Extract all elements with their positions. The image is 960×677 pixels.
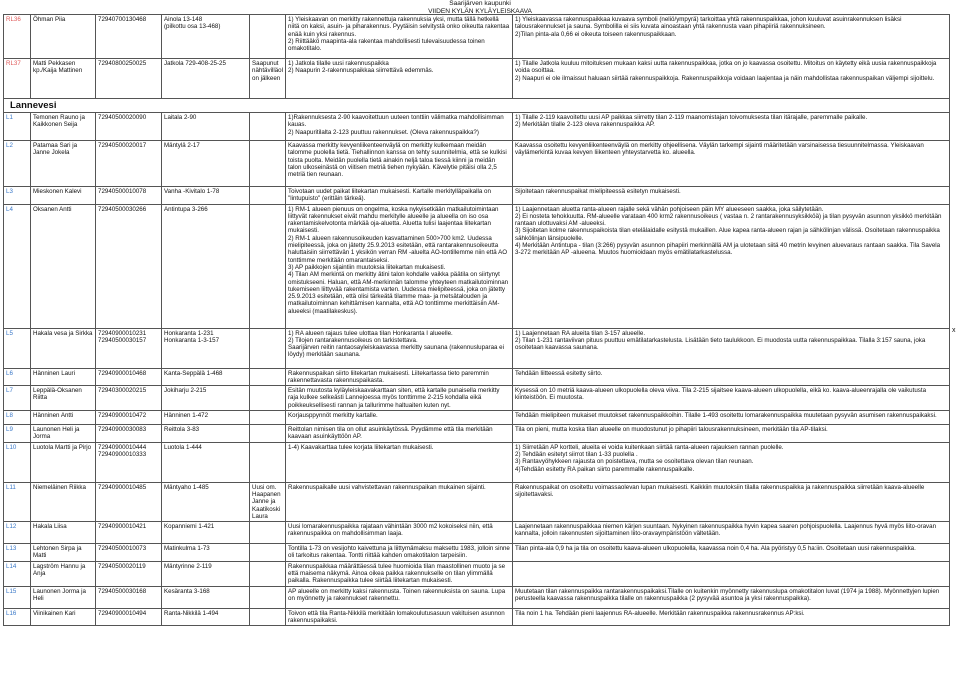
table-row — [4, 411, 950, 425]
row-id: RL36 — [4, 15, 31, 59]
row-id: L3 — [4, 187, 31, 205]
table-row — [4, 442, 950, 482]
applicant-name: Niemeläinen Riikka — [31, 482, 96, 521]
property-code: 72940500020017 — [96, 141, 162, 187]
applicant-name: Mieskonen Kalevi — [31, 187, 96, 205]
property-name: Mäntylä 2-17 — [162, 141, 250, 187]
property-name: Ainola 13-148 (pilkottu osa 13-468) — [162, 15, 250, 59]
note — [250, 544, 286, 562]
property-name: Hänninen 1-472 — [162, 411, 250, 425]
note — [250, 411, 286, 425]
table-row — [4, 482, 950, 521]
request-text: Korjausppynnöt merkitty kartalle. — [286, 411, 513, 425]
row-id: L2 — [4, 141, 31, 187]
applicant-name: Hakala vesa ja Sirkka — [31, 328, 96, 368]
property-code: 72940500030168 — [96, 586, 162, 608]
property-name: Kanta-Seppälä 1-468 — [162, 368, 250, 386]
property-code: 72940800250025 — [96, 59, 162, 99]
applicant-name: Öhman Piia — [31, 15, 96, 59]
row-id: L5 — [4, 328, 31, 368]
row-id: L11 — [4, 482, 31, 521]
request-text: 1) Yleiskaavan on merkitty rakennettuja rakennuksia yksi, mutta tällä hetkellä niitä on kaksi, asuin- ja piharakennus. Pyytäisin selvitystä onko oikeutta rakentaa enää kuin yksi rakennus. 2) Riittääkö maapinta-ala rakentaa mahdollisesti tulevaisuudessa toinen omakotitalo. — [286, 15, 513, 59]
margin-mark: x — [952, 327, 956, 334]
table-row — [4, 586, 950, 608]
applicant-name: Hakala Liisa — [31, 522, 96, 544]
property-code: 72940900010444 72940900010333 — [96, 442, 162, 482]
note — [250, 113, 286, 141]
request-text: Esitän muutosta kyläyleiskaavakarttaan siten, että kartalle punaisella merkitty raja kulkee selkeästi Lannejoessa myös tonttimme 2-215 kohdalla eikä poikkeuksellisesti rannan ja tallurimme haltuaiten kuten nyt. — [286, 386, 513, 411]
row-id: RL37 — [4, 59, 31, 99]
table-row — [4, 59, 950, 99]
property-name: Luotola 1-444 — [162, 442, 250, 482]
applicant-name: Lehtonen Sirpa ja Matti — [31, 544, 96, 562]
request-text: 1) RM-1 alueen pienuus on ongelma, koska nykyisetkään matkailutoimintaan liittyvät rakennukset eivät mahdu merkitylle alueelle ja alueella on iso osa rakentamiskelvotonta märkää oja-aluetta. Aluetta tulisi laajentaa liitekartan mukaisesti. 2) RM-1 alueen rakennusoikeuden kasvattaminen 500>700 km2. Uudessa mielipiteessä, joka on jätetty 25.9.2013 esitetään, että rantarakennusoikeutta haluttaisiin siirrettävän 1 yksikön verran RM -aluelta AO-tontillemme niin että AO tonttimme merkitään omarantaiseksi. 3) AP paikkojen sijaintiin muutoksia liitekartan mukaisesti. 4) Tilan AM merkintä on merkitty ätini talon kohdalle vaikka päätila on siirtynyt omistukseeni. Haluan, että AM-merkinnän talomme yhteyteen matkailutoiminnan tukemiseen liittyvää rakentamista varten. Uudessa mielipiteessä, joka on jätetty 25.9.2013 esitetään, että olisi tärkeätä tilamme maa- ja metsätalouden ja matkailutoiminnan kehittämisen kannalta, että AO tonttimme merkittäisiin AM- alueeksi (maatilakeskus). — [286, 204, 513, 328]
answer-text: 1) Yleiskaavassa rakennuspaikkaa kuvaava symboli (neliö/ympyrä) tarkoittaa yhtä rakennuspaikkaa, johon kuuluvat asuinrakennuksen lisäksi talousrakennukset ja sauna. Symbolilla ei siis kuvata ainoastaan yhtä rakennusta vaan pihapiiriä rakennuksineen. 2)Tilan pinta-ala 0,66 ei oikeuta toiseen rakennuspaikkaan. — [513, 15, 950, 59]
applicant-name: Matti Pekkasen kp./Kaija Mattinen — [31, 59, 96, 99]
section-title: Lannevesi — [4, 99, 950, 113]
applicant-name: Temonen Rauno ja Kaikkonen Seija — [31, 113, 96, 141]
note — [250, 586, 286, 608]
feedback-table — [3, 14, 950, 626]
answer-text — [513, 561, 950, 586]
note — [250, 608, 286, 626]
answer-text: 1) Laajennetaan RA alueita tilan 3-157 alueelle. 2) Tilan 1-231 rantaviivan pituus puuttuu emätilatarkastelusta. Lisätään tieto taulukkoon. Ei muodosta uutta rakennuspaikkaa. Tilalla 3:157 sauna, joka osoitetaan kaavassa saunana. — [513, 328, 950, 368]
property-code: 72940900030083 — [96, 425, 162, 443]
row-id: L15 — [4, 586, 31, 608]
property-code: 72940900010231 72940500030157 — [96, 328, 162, 368]
applicant-name: Lagström Hannu ja Anja — [31, 561, 96, 586]
table-row — [4, 608, 950, 626]
property-code: 72940500030266 — [96, 204, 162, 328]
request-text: Reittolan nimisen tila on ollut asuinkäytössä. Pyydämme että tila merkitään kaavaan asuinkäyttöön AP. — [286, 425, 513, 443]
table-body-main — [4, 113, 950, 626]
property-code: 72940500010078 — [96, 187, 162, 205]
answer-text: Tila on pieni, mutta koska tilan alueelle on muodostunut jo pihapiiri talousrakennuksineen, merkitään tila AP-tilaksi. — [513, 425, 950, 443]
table-row — [4, 368, 950, 386]
request-text: Toivon että tila Ranta-Nikkilä merkitään lomakoulutusasuun vakituisen asunnon rakennuspaikaksi. — [286, 608, 513, 626]
row-id: L1 — [4, 113, 31, 141]
answer-text: Kaavassa osoitettu kevyenliikenteenväylä on merkitty ohjeellisena. Väylän tarkempi sijainti määritetään varsinaisessa tiesuunnitelmassa. Yleiskaavan väylämerkintä kuvaa kevyen liikenteen yhteystarvetta ko. alueella. — [513, 141, 950, 187]
property-code: 72940900010494 — [96, 608, 162, 626]
property-code: 72940900010421 — [96, 522, 162, 544]
property-name: Mäntyaho 1-485 — [162, 482, 250, 521]
answer-text: Tilan pinta-ala 0,9 ha ja tila on osoitettu kaava-alueen ulkopuolella, kaavassa noin 0,4 ha. Ala pyöristyy 0,5 ha:iin. Osoitetaan uusi rakennuspaikka. — [513, 544, 950, 562]
row-id: L10 — [4, 442, 31, 482]
answer-text: Kysessä on 10 metriä kaava-alueen ulkopuolella oleva viiva. Tila 2-215 sijaitsee kaava-alueen ulkopuolella, eikä ko. kaava-alueenrajalla ole vaikutusta kiinteistöön. Ei muutosta. — [513, 386, 950, 411]
answer-text: Laajennetaan rakennuspaikkaa niemen kärjen suuntaan. Nykyinen rakennuspaikka hyvin kapea saaren pohjoispuolella. Laajennus hyvä myös liito-oravan kannalta, jolloin rakennusten sijoittaminen liito-oravaympäristöön vältetään. — [513, 522, 950, 544]
row-id: L9 — [4, 425, 31, 443]
note — [250, 328, 286, 368]
applicant-name: Patamaa Sari ja Janne Jokela — [31, 141, 96, 187]
request-text: Kaavassa merkitty kevyenliikenteenväylä on merkitty kulkemaan meidän talomme puolella tietä. Tiehallinnon kanssa on tehty suunnitelmia, että se kulkisi toista puolta. Meidän puolella tietä ainakin neljä taloa tiessä kiinni ja meidän talon ulkoseinästä on viitisen metriä tiehen nykyään. Kävelytie pitäisi olla 2,5 metriä tien reunaan. — [286, 141, 513, 187]
municipality-name: Saarijärven kaupunki — [449, 0, 511, 7]
request-text: 1) Jatkola tilalle uusi rakennuspaikka 2) Naapurin 2-rakennuspaikkaa siirrettävä edemmäs. — [286, 59, 513, 99]
request-text: Rakennuspaikan siirto liitekartan mukaisesti. Liitekartassa tieto paremmin rakennettavasta rakennuspaikasta. — [286, 368, 513, 386]
note — [250, 442, 286, 482]
applicant-name: Hänninen Antti — [31, 411, 96, 425]
table-row — [4, 328, 950, 368]
table-row — [4, 425, 950, 443]
property-code: 72940700130468 — [96, 15, 162, 59]
property-code: 72940900010468 — [96, 368, 162, 386]
property-code: 72940500020090 — [96, 113, 162, 141]
property-code: 72940500010073 — [96, 544, 162, 562]
request-text: Rakennuspaikkaa määrättäessä tulee huomioida tilan maastollinen muoto ja se että maisema näkymä. Ainoa oikea paikka rakennukselle on tilan ylimmällä paikalla. Rakennuspaikka tulee siirtää liitekartan mukaisesti. — [286, 561, 513, 586]
property-name: Ranta-Nikkilä 1-494 — [162, 608, 250, 626]
request-text: Rakennuspaikalle uusi vahvistettavan rakennuspaikan mukainen sijainti. — [286, 482, 513, 521]
table-row — [4, 522, 950, 544]
row-id: L6 — [4, 368, 31, 386]
note — [250, 425, 286, 443]
request-text: 1)Rakennuksesta 2-90 kaavoitettuun uuteen tonttiin välimatka mahdollisimman kauas. 2) Naapuritilalta 2-123 puuttuu rakennukset. (Oleva rakennuspaikka?) — [286, 113, 513, 141]
note — [250, 15, 286, 59]
request-text: Toivotaan uudet paikat liitekartan mukaisesti. Kartalle merkitylläpaikalla on "lintupuisto" (erittäin tärkeä). — [286, 187, 513, 205]
property-name: Kesäranta 3-168 — [162, 586, 250, 608]
section-row — [4, 99, 950, 113]
property-name: Jokiharju 2-215 — [162, 386, 250, 411]
note — [250, 368, 286, 386]
answer-text: Tila noin 1 ha. Tehdään pieni laajennus RA-alueelle. Merkitään rakennuspaikka rakennusrakennus AP:ksi. — [513, 608, 950, 626]
property-name: Kopanniemi 1-421 — [162, 522, 250, 544]
table-row — [4, 561, 950, 586]
property-name: Honkaranta 1-231 Honkaranta 1-3-157 — [162, 328, 250, 368]
property-name: Mäntyrinne 2-119 — [162, 561, 250, 586]
note — [250, 204, 286, 328]
property-code: 72940500020119 — [96, 561, 162, 586]
property-name: Reittola 3-83 — [162, 425, 250, 443]
property-code: 72940300020215 — [96, 386, 162, 411]
applicant-name: Launonen Jorma ja Heli — [31, 586, 96, 608]
property-name: Laitala 2-90 — [162, 113, 250, 141]
row-id: L14 — [4, 561, 31, 586]
table-row — [4, 15, 950, 59]
answer-text: 1) Tilalle Jatkola kuuluu mitoituksen mukaan kaksi uutta rakennuspaikkaa, jotka on jo kaavassa osoitettu. Mitoitus on käytetty eikä uusia rakennuspaikkoja voida osoittaa. 2) Naapuri ei ole ilmaissut haluaan siirtää rakennuspaikkoja. Rakennuspaikkoja voidaan laajentaa ja näin mahdollistaa rakennuspaikan väljempi sijoittelu. — [513, 59, 950, 99]
answer-text: Rakennuspaikat on osoitettu voimassaolevan lupan mukaisesti. Kaikkiin muutoksiin tilalla rakennuspaikka ja rakennuspaikka siirretään kaava-alueelle sijoitettavaksi. — [513, 482, 950, 521]
note: Saapunut nähtävilläolon jälkeen — [250, 59, 286, 99]
note — [250, 141, 286, 187]
table-row — [4, 544, 950, 562]
property-name: Jatkola 729-408-25-25 — [162, 59, 250, 99]
table-section — [4, 99, 950, 113]
property-name: Vanha -Kivitalo 1-78 — [162, 187, 250, 205]
row-id: L13 — [4, 544, 31, 562]
applicant-name: Hänninen Lauri — [31, 368, 96, 386]
note — [250, 386, 286, 411]
note: Uusi om. Haapanen Janne ja Kaatikoski Laura — [250, 482, 286, 521]
row-id: L16 — [4, 608, 31, 626]
row-id: L8 — [4, 411, 31, 425]
answer-text: 1) Siirretään AP kortteli, alueita ei voida kuitenkaan siirtää ranta-alueen rajauksen rannan puolelle. 2) Tehdään esitetyt siirrot tilan 1-33 puolella . 3) Rantavyöhykkeen rajausta on poistettava, mutta se osoitettava olevan tilan reunaan. 4)Tehdään esitetty RA paikan siirto paremmalle rakennuspaikalle. — [513, 442, 950, 482]
request-text: 1-4) Kaavakarttaa tulee korjata liitekartan mukaisesti. — [286, 442, 513, 482]
applicant-name: Viinikainen Kari — [31, 608, 96, 626]
request-text: AP alueelle on merkitty kaksi rakennusta. Toinen rakennuksista on sauna. Lupa on myönnetty ja rakennukset rakennettu. — [286, 586, 513, 608]
row-id: L7 — [4, 386, 31, 411]
applicant-name: Luotola Martti ja Pirjo — [31, 442, 96, 482]
answer-text: 1) Laajennetaan aluetta ranta-alueen rajalle sekä vähän pohjoiseen päin MY alueeseen saakka, joka säilytetään. 2) Ei nosteta tehokkuutta. RM-alueelle varataan 400 krm2 rakennusoikeus ( vastaa n. 2 rantarakennusyksikköä) ja tilan pysyvän asunnon yksikkö merkitään rantaan ulottuvaksi AM -alueeksi. 3) Sijoitetan kolme rakennuspaikoista tilan etelälaidalle esitystä mukaillen. Alue kapea ranta-alueen rajan ja sähkölinjan välissä. Osoitetaan rakennuspaikka sähkölinjan länsipuolelle. 4) Merkitään Antintupa - tilan (3:266) pysyvän asunnon pihapiiri merkinnällä AM ja ulotetaan siitä 40 metrin levyinen aluevaraus rantaan saakka. Tila Savela 3-272 merkitään AP -alueena. Muutos huomioidaan myös emätilatarkastelussa. — [513, 204, 950, 328]
table-row — [4, 141, 950, 187]
applicant-name: Launonen Heli ja Jorma — [31, 425, 96, 443]
note — [250, 561, 286, 586]
note — [250, 187, 286, 205]
property-name: Matinkulma 1-73 — [162, 544, 250, 562]
document-header — [0, 0, 960, 15]
applicant-name: Oksanen Antti — [31, 204, 96, 328]
table-row — [4, 386, 950, 411]
note — [250, 522, 286, 544]
table-row — [4, 204, 950, 328]
applicant-name: Leppälä-Oksanen Riitta — [31, 386, 96, 411]
property-name: Antintupa 3-266 — [162, 204, 250, 328]
table-body-top — [4, 15, 950, 99]
row-id: L12 — [4, 522, 31, 544]
property-code: 72940900010485 — [96, 482, 162, 521]
answer-text: Muutetaan tilan rakennuspaikka rantarakennuspaikaksi.Tilalle on kuitenkin myönnetty rakennuslupa omakotitalon luvat (1974 ja 1988). Myönnettyjen lupien perusteella kaavassa rakennuspaikka tilalle on rakennuspaikka (2 pysyvää asuntoa ja yksi rakennuspaikka). — [513, 586, 950, 608]
answer-text: Sijoitetaan rakennuspaikat mielipiteessä esitetyn mukaisesti. — [513, 187, 950, 205]
answer-text: Tehdään liitteessä esitetty siirto. — [513, 368, 950, 386]
request-text: Uusi lomarakennuspaikka rajataan vähintään 3000 m2 kokoiseksi niin, että rakennuspaikka on mahdollisimman laaja. — [286, 522, 513, 544]
plan-title: VIIDEN KYLÄN KYLÄYLEISKAAVA — [428, 7, 532, 15]
answer-text: Tehdään mielipiteen mukaiset muutokset rakennuspaikkoihin. Tilalle 1-493 osoitettu lomarakennuspaikka muutetaan pysyvän asumisen rakennuspaikaksi. — [513, 411, 950, 425]
table-row — [4, 187, 950, 205]
row-id: L4 — [4, 204, 31, 328]
property-code: 72940900010472 — [96, 411, 162, 425]
answer-text: 1) Tilalle 2-119 kaavoitettu uusi AP paikkaa siirretty tilan 2-119 maanomistajan toivomuksesta tilan itärajalle, paremmalle paikalle. 2) Merkitään tilalle 2-123 oleva rakennuspaikka AP. — [513, 113, 950, 141]
request-text: 1) RA alueen rajaus tulee ulottaa tilan Honkaranta I alueelle. 2) Tilojen rantarakennusoikeus on tarkistettava. Saarijärven reitin rantaosayleiskaavassa merkitty saunana (rakennusluparaa ei löydy) merkitään saunana. — [286, 328, 513, 368]
table-row — [4, 113, 950, 141]
request-text: Tontilla 1-73 on vesijohto kaivettuna ja liittymämaksu maksettu 1983, jolloin sinne oli tarkoitus rakentaa. Tontti riittää kahden omakotitalon tarpeisiin. — [286, 544, 513, 562]
